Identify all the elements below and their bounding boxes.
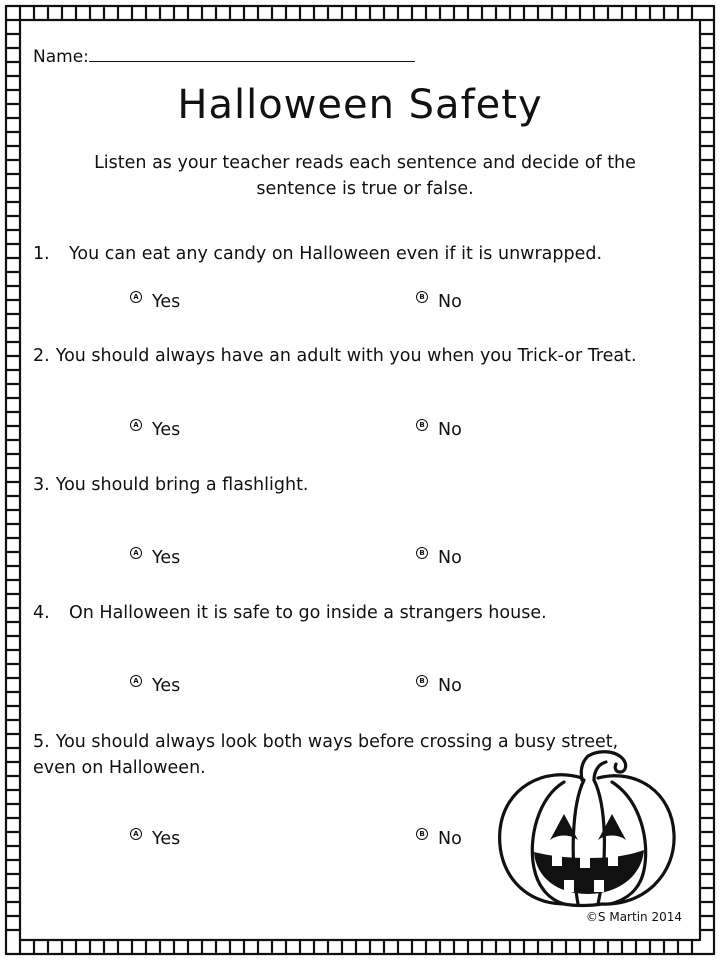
jack-o-lantern-icon [494, 748, 680, 910]
option-label: Yes [152, 676, 181, 696]
option-label: Yes [152, 548, 181, 568]
question-text: You should always have an adult with you when you Trick-or Treat. [55, 346, 637, 366]
q4-option-yes[interactable] [130, 676, 180, 696]
option-label: Yes [152, 829, 181, 849]
answer-bubble-b-icon[interactable]: B [416, 675, 428, 687]
question-text: You should bring a flashlight. [55, 475, 309, 495]
question-4 [33, 600, 653, 626]
q2-option-yes[interactable] [130, 420, 180, 440]
question-3 [33, 472, 653, 498]
option-label: No [438, 829, 462, 849]
answer-bubble-a-icon[interactable]: A [130, 291, 142, 303]
q4-option-no[interactable] [416, 676, 462, 696]
question-number: 3. [33, 475, 50, 495]
question-number: 5. [33, 732, 50, 752]
option-label: Yes [152, 292, 181, 312]
q1-option-no[interactable] [416, 292, 462, 312]
answer-bubble-a-icon[interactable]: A [130, 675, 142, 687]
answer-bubble-a-icon[interactable]: A [130, 419, 142, 431]
answer-bubble-b-icon[interactable]: B [416, 828, 428, 840]
option-label: No [438, 676, 462, 696]
name-blank-line[interactable] [89, 49, 415, 62]
q1-option-yes[interactable] [130, 292, 180, 312]
answer-bubble-a-icon[interactable]: A [130, 828, 142, 840]
instructions-text: Listen as your teacher reads each sentence and decide of the sentence is true or false. [94, 153, 636, 199]
name-field[interactable] [33, 47, 415, 67]
worksheet-title: Halloween Safety [177, 82, 543, 128]
option-label: No [438, 292, 462, 312]
question-text: You can eat any candy on Halloween even if it is unwrapped. [69, 244, 603, 264]
question-text: You should always look both ways before crossing a busy street, even on Halloween. [33, 732, 619, 778]
option-label: Yes [152, 420, 181, 440]
question-number: 2. [33, 346, 50, 366]
option-label: No [438, 420, 462, 440]
copyright-text: ©S Martin 2014 [585, 910, 682, 924]
q5-option-yes[interactable] [130, 829, 180, 849]
q3-option-no[interactable] [416, 548, 462, 568]
answer-bubble-b-icon[interactable]: B [416, 547, 428, 559]
answer-bubble-a-icon[interactable]: A [130, 547, 142, 559]
option-label: No [438, 548, 462, 568]
q5-option-no[interactable] [416, 829, 462, 849]
question-text: On Halloween it is safe to go inside a strangers house. [69, 603, 547, 623]
question-2 [33, 343, 653, 369]
q2-option-no[interactable] [416, 420, 462, 440]
answer-bubble-b-icon[interactable]: B [416, 291, 428, 303]
question-number: 4. [33, 603, 50, 623]
question-1 [33, 241, 653, 267]
name-label: Name: [33, 47, 89, 67]
answer-bubble-b-icon[interactable]: B [416, 419, 428, 431]
question-number: 1. [33, 244, 50, 264]
q3-option-yes[interactable] [130, 548, 180, 568]
